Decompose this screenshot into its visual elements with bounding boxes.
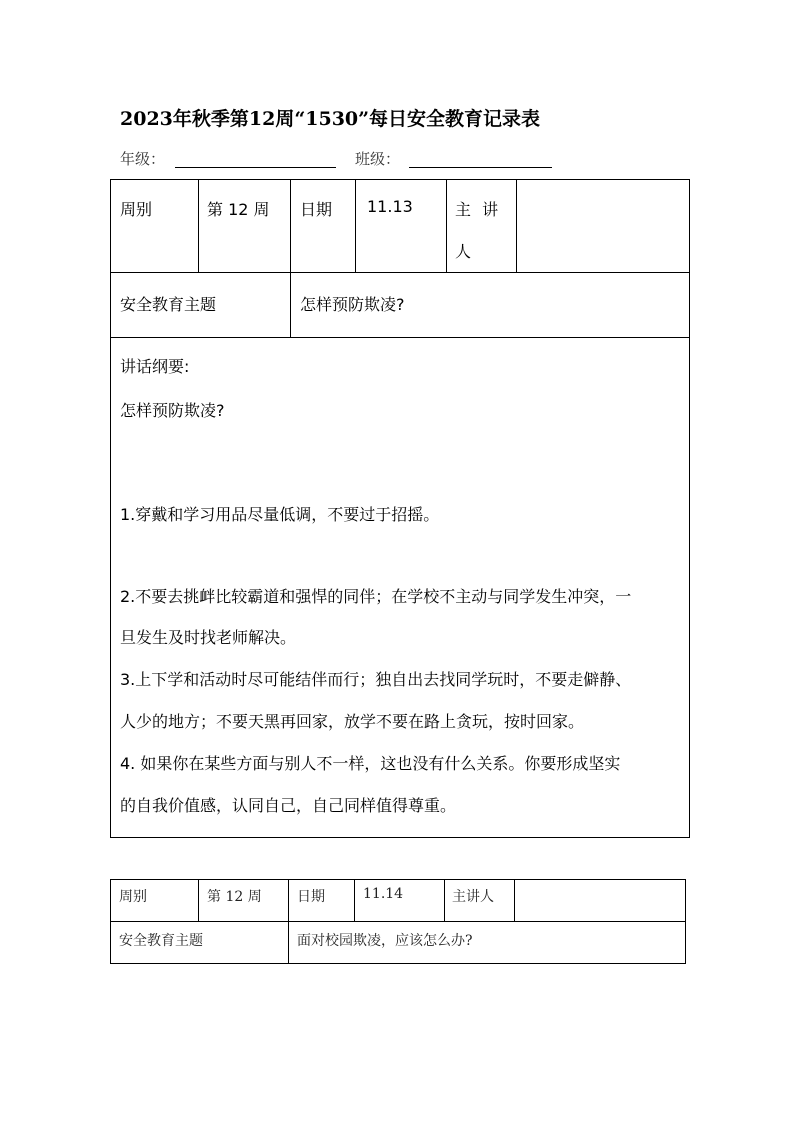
date-label: 日期: [297, 889, 325, 905]
divider: [110, 921, 686, 922]
topic-label: 安全教育主题: [119, 933, 203, 949]
date-value: 11.14: [363, 886, 404, 902]
divider: [110, 337, 690, 338]
outline-line: 4. 如果你在某些方面与别人不一样，这也没有什么关系。你要形成坚实: [120, 754, 621, 773]
topic-value: 面对校园欺凌，应该怎么办?: [297, 933, 473, 949]
divider: [444, 879, 445, 921]
divider: [514, 879, 515, 921]
outline-line: 1.穿戴和学习用品尽量低调，不要过于招摇。: [120, 505, 440, 524]
class-label: 班级：: [355, 150, 401, 168]
grade-label: 年级：: [120, 150, 166, 168]
outline-line: 3.上下学和活动时尽可能结伴而行；独自出去找同学玩时，不要走僻静、: [120, 670, 632, 689]
divider: [110, 272, 690, 273]
grade-field[interactable]: [175, 167, 336, 168]
speaker-label: 主 讲: [455, 200, 499, 219]
outline-line: 旦发生及时找老师解决。: [120, 628, 297, 647]
outline-label: 讲话纲要:: [120, 357, 190, 376]
outline-line: 的自我价值感，认同自己，自己同样值得尊重。: [120, 796, 457, 815]
page-title: 2023年秋季第12周“1530”每日安全教育记录表: [120, 108, 541, 130]
date-value: 11.13: [367, 197, 413, 216]
week-label: 周别: [119, 889, 147, 905]
class-field[interactable]: [409, 167, 552, 168]
divider: [355, 179, 356, 272]
divider: [198, 179, 199, 272]
week-label: 周别: [120, 200, 153, 219]
speaker-label: 主讲人: [452, 889, 494, 905]
divider: [288, 879, 289, 964]
divider: [354, 879, 355, 921]
topic-label: 安全教育主题: [120, 295, 217, 314]
speaker-label-cont: 人: [455, 242, 472, 261]
divider: [516, 179, 517, 272]
topic-value: 怎样预防欺凌?: [300, 295, 405, 314]
outline-line: 怎样预防欺凌?: [120, 401, 225, 420]
divider: [446, 179, 447, 272]
date-label: 日期: [300, 200, 333, 219]
week-value: 第 12 周: [207, 889, 262, 905]
outline-line: 人少的地方；不要天黑再回家，放学不要在路上贪玩，按时回家。: [120, 712, 585, 731]
divider: [290, 179, 291, 337]
week-value: 第 12 周: [207, 200, 270, 219]
outline-line: 2.不要去挑衅比较霸道和强悍的同伴；在学校不主动与同学发生冲突，一: [120, 587, 632, 606]
divider: [198, 879, 199, 921]
